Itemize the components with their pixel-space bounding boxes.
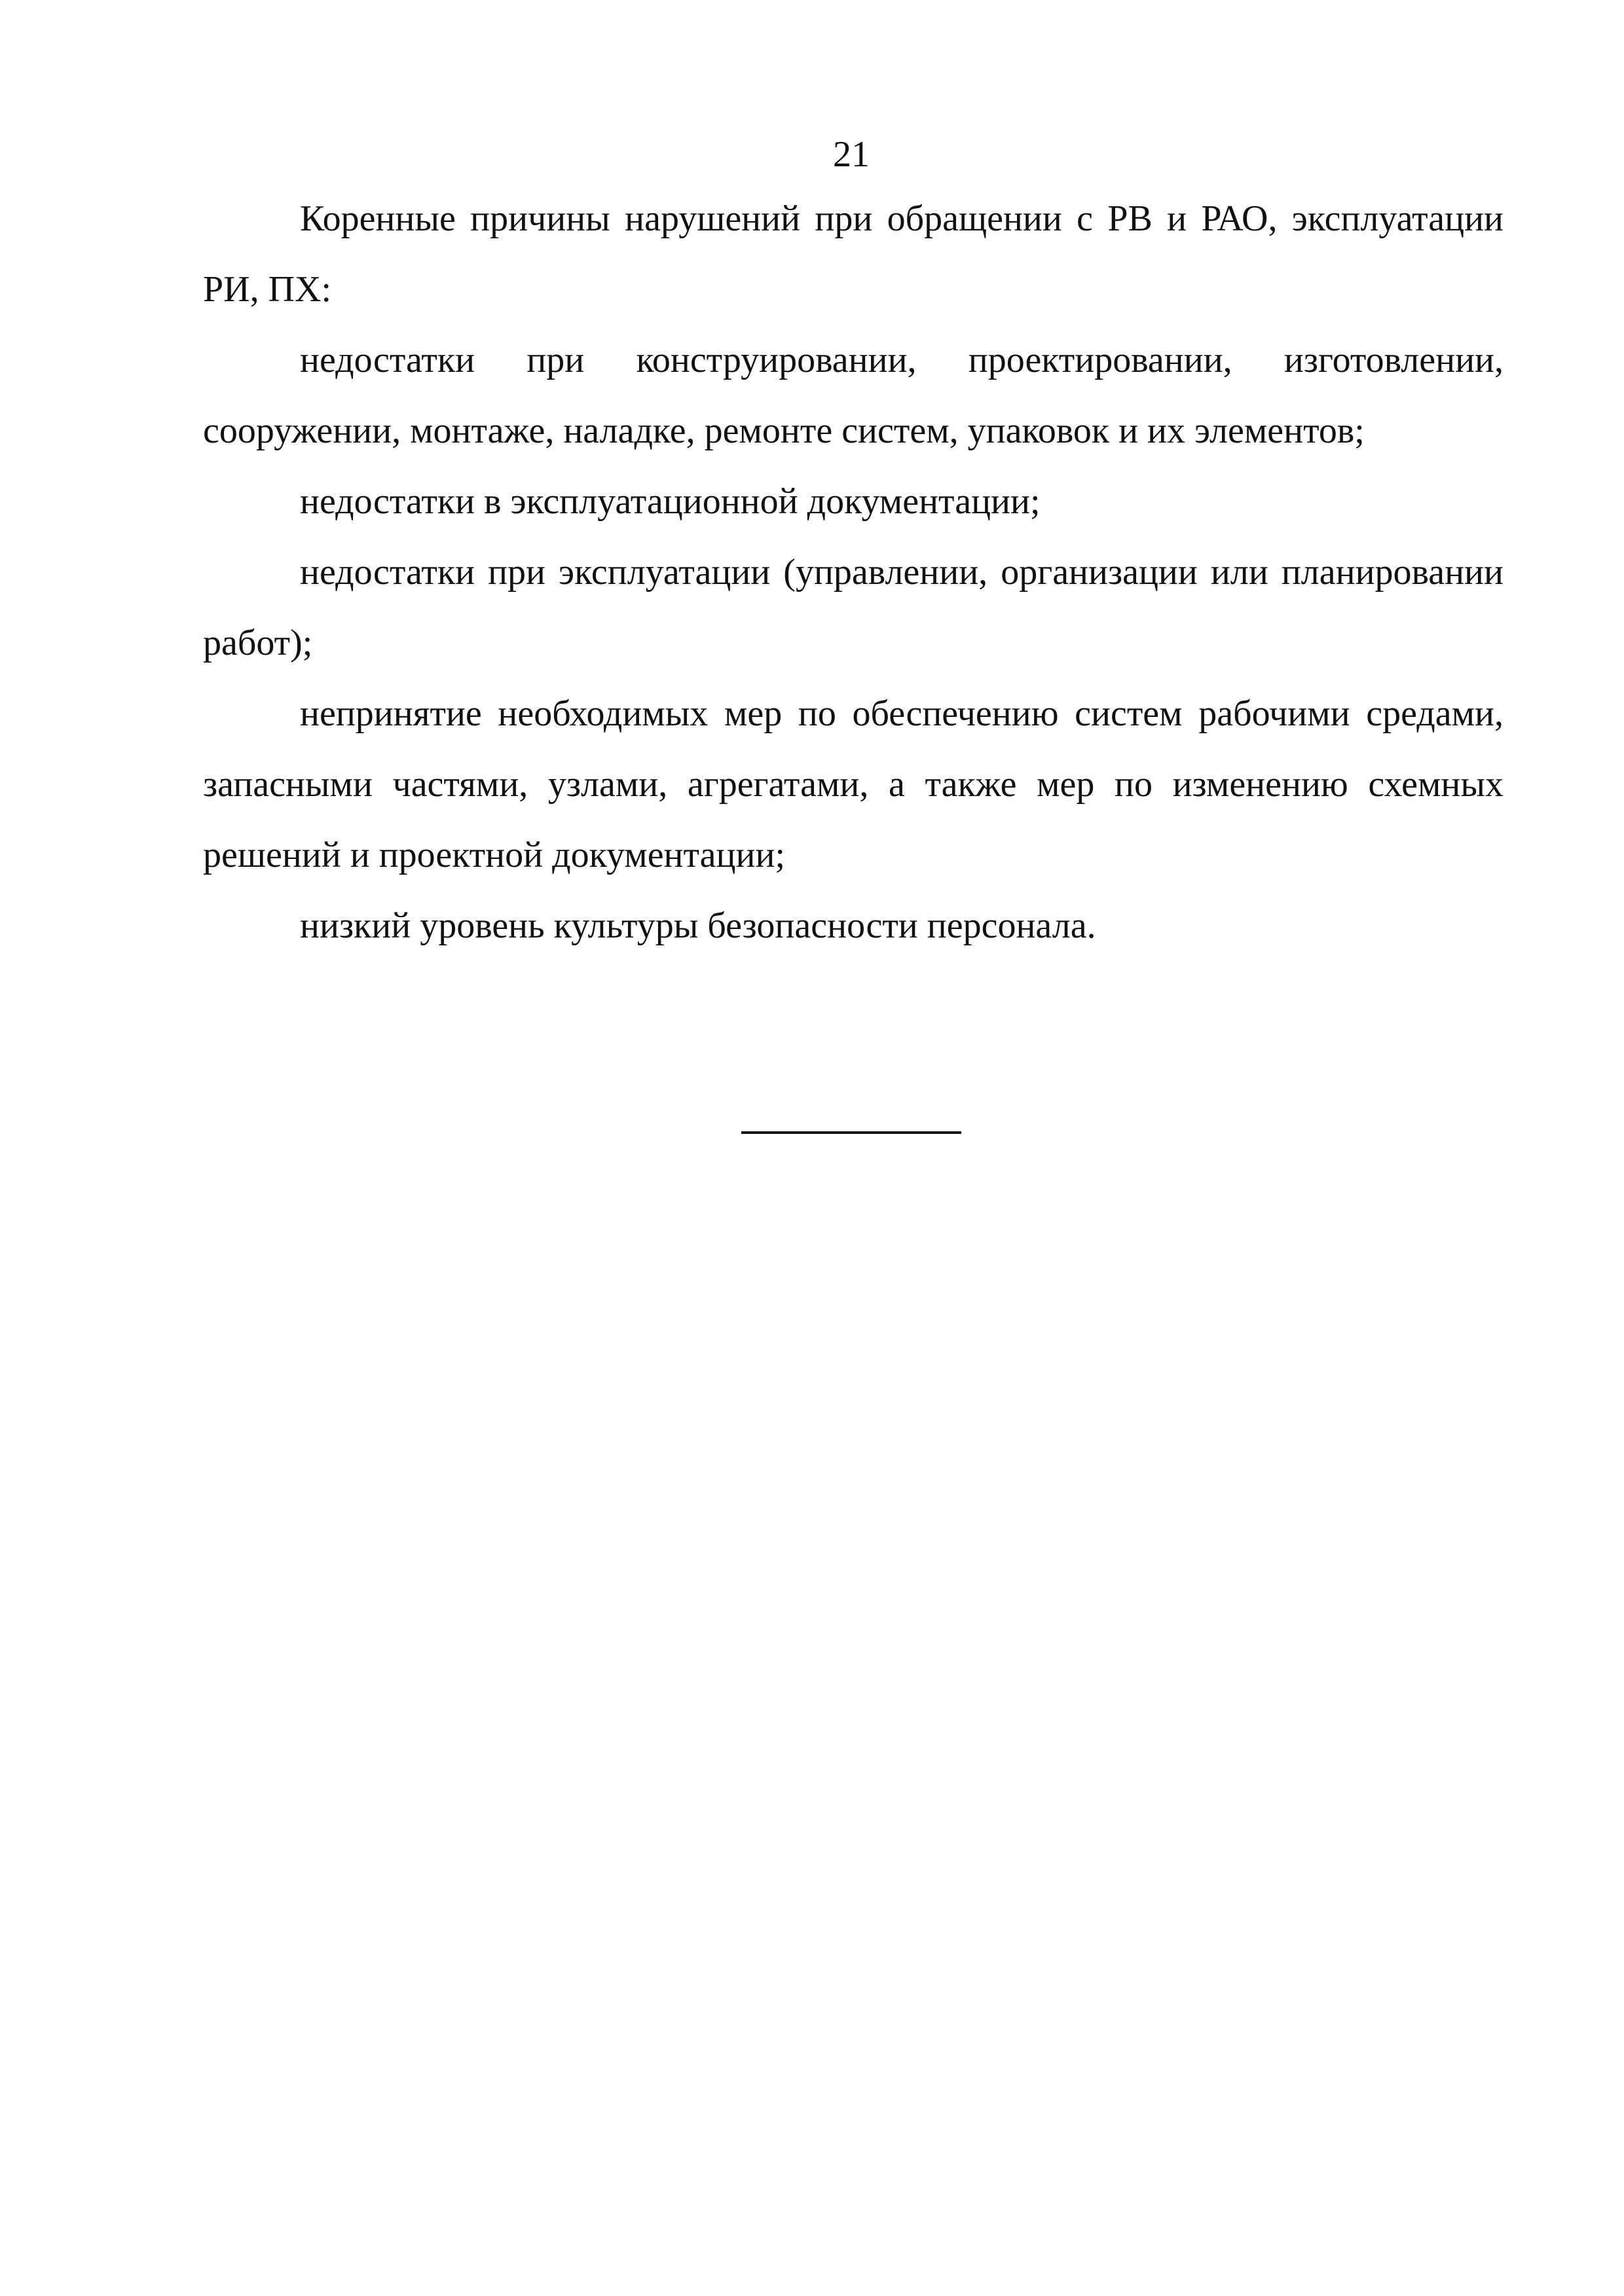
paragraph-documentation-deficiencies: недостатки в эксплуатационной документации; (300, 481, 1041, 522)
end-of-text-rule (741, 1131, 961, 1134)
paragraph-operation-deficiencies: недостатки при эксплуатации (управлении, организации или планировании работ); (203, 552, 1504, 663)
paragraph-design-deficiencies: недостатки при конструировании, проектировании, изготовлении, сооружении, монтаже, наладке, ремонте систем, упаковок и их элементов; (203, 340, 1504, 451)
page-number: 21 (833, 134, 870, 175)
document-body (203, 183, 1504, 961)
paragraph-safety-culture: низкий уровень культуры безопасности персонала. (300, 905, 1096, 946)
paragraph-failure-to-take-measures: непринятие необходимых мер по обеспечению систем рабочими средами, запасными частями, узлами, агрегатами, а также мер по изменению схемных решений и проектной документации; (203, 693, 1504, 875)
paragraph-root-causes-heading: Коренные причины нарушений при обращении с РВ и РАО, эксплуатации РИ, ПХ: (203, 198, 1504, 310)
